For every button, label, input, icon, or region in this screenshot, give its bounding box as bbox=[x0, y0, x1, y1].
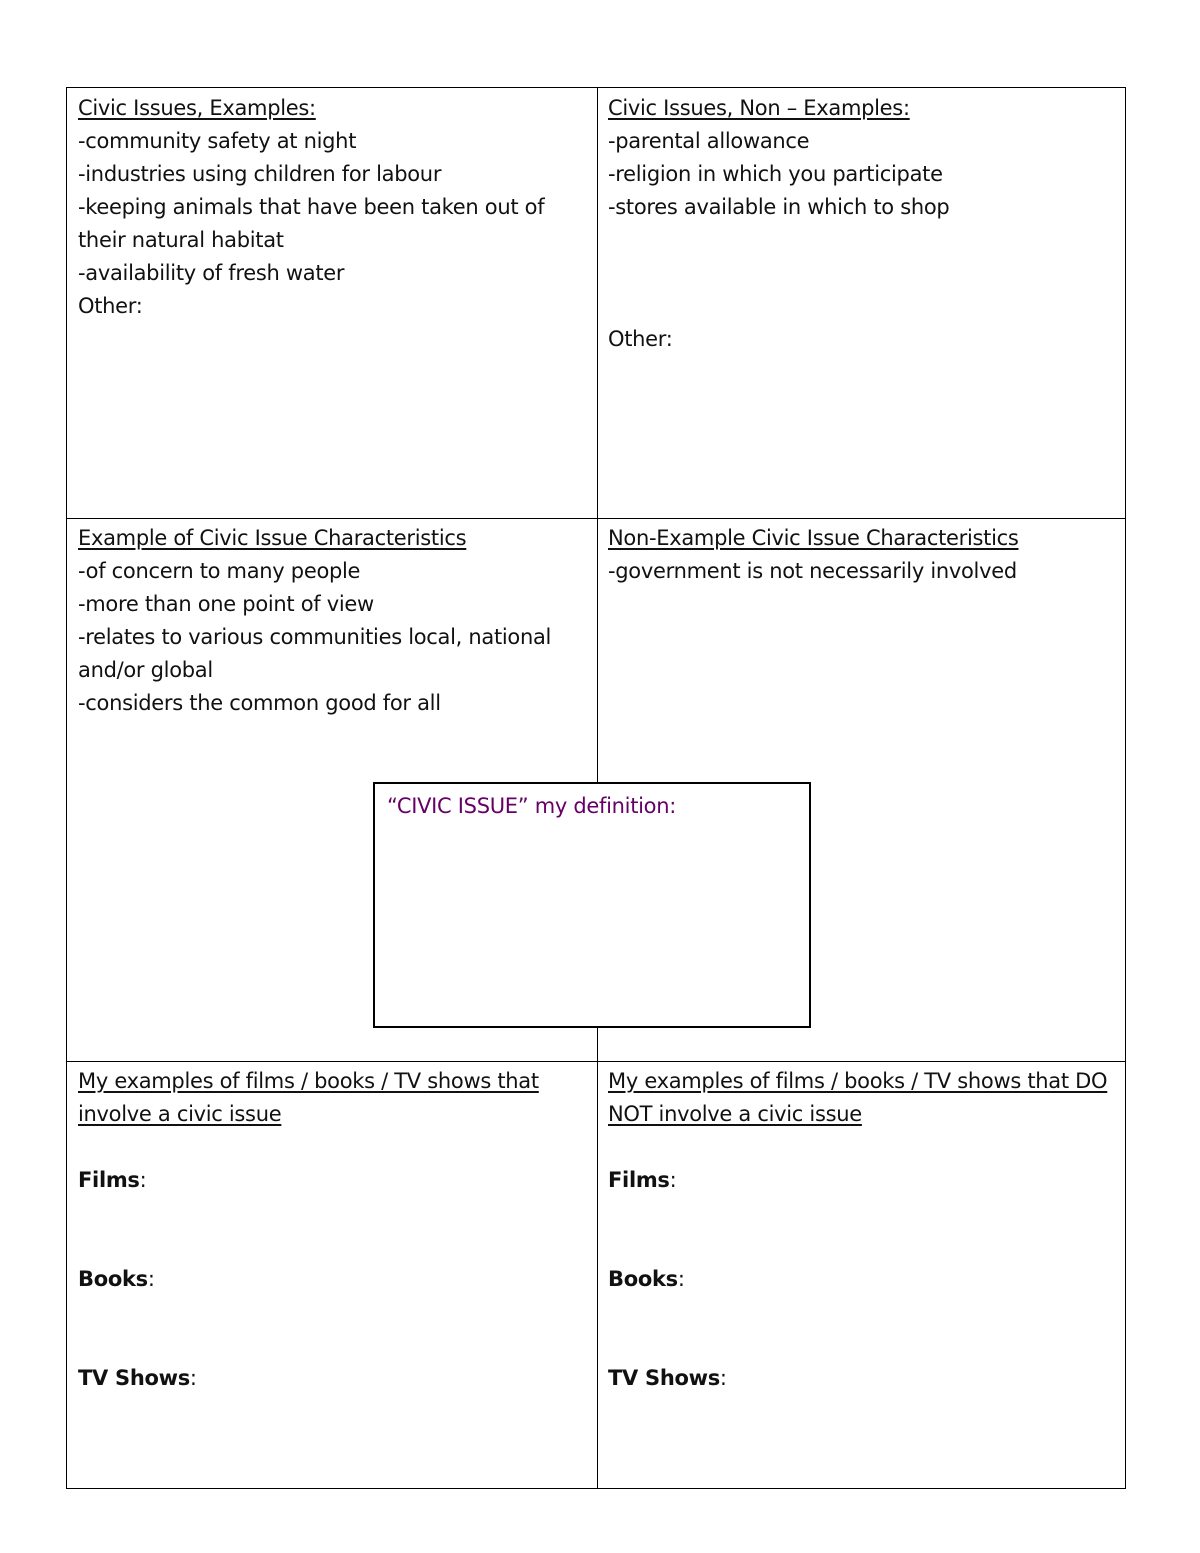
books-label: Books bbox=[608, 1267, 678, 1291]
civic-issue-non-examples-cell bbox=[597, 88, 1127, 356]
civic-issue-examples-heading: Civic Issues, Examples: bbox=[78, 96, 316, 120]
list-item: -stores available in which to shop bbox=[608, 195, 950, 219]
characteristics-heading: Example of Civic Issue Characteristics bbox=[78, 526, 467, 550]
books-field[interactable]: Books: bbox=[608, 1267, 685, 1291]
list-item: -parental allowance bbox=[608, 129, 810, 153]
films-field[interactable]: Films: bbox=[608, 1168, 677, 1192]
list-item: -religion in which you participate bbox=[608, 162, 943, 186]
list-item: -of concern to many people bbox=[78, 559, 361, 583]
list-item: -industries using children for labour bbox=[78, 162, 442, 186]
list-item: -more than one point of view bbox=[78, 592, 374, 616]
non-example-characteristics-cell bbox=[597, 518, 1127, 588]
list-item: -considers the common good for all bbox=[78, 691, 441, 715]
films-label: Films bbox=[78, 1168, 140, 1192]
tv-shows-label: TV Shows bbox=[78, 1366, 190, 1390]
tv-shows-field[interactable]: TV Shows: bbox=[78, 1366, 197, 1390]
other-label: Other: bbox=[78, 294, 143, 318]
media-non-examples-cell bbox=[597, 1061, 1127, 1395]
media-examples-cell bbox=[67, 1061, 597, 1395]
civic-issue-characteristics-cell bbox=[67, 518, 597, 720]
civic-issue-definition-box[interactable] bbox=[373, 782, 811, 1028]
other-label: Other: bbox=[608, 327, 673, 351]
list-item: -keeping animals that have been taken out of their natural habitat bbox=[78, 195, 545, 252]
list-item: -relates to various communities local, national and/or global bbox=[78, 625, 552, 682]
films-label: Films bbox=[608, 1168, 670, 1192]
books-field[interactable]: Books: bbox=[78, 1267, 155, 1291]
list-item: -community safety at night bbox=[78, 129, 357, 153]
list-item: -availability of fresh water bbox=[78, 261, 345, 285]
tv-shows-field[interactable]: TV Shows: bbox=[608, 1366, 727, 1390]
list-item: -government is not necessarily involved bbox=[608, 559, 1017, 583]
civic-issue-examples-cell bbox=[67, 88, 597, 323]
books-label: Books bbox=[78, 1267, 148, 1291]
non-example-characteristics-heading: Non-Example Civic Issue Characteristics bbox=[608, 526, 1019, 550]
civic-issue-non-examples-heading: Civic Issues, Non – Examples: bbox=[608, 96, 910, 120]
media-examples-heading: My examples of films / books / TV shows that involve a civic issue bbox=[78, 1069, 539, 1126]
definition-label: “CIVIC ISSUE” my definition: bbox=[387, 794, 677, 818]
films-field[interactable]: Films: bbox=[78, 1168, 147, 1192]
tv-shows-label: TV Shows bbox=[608, 1366, 720, 1390]
media-non-examples-heading: My examples of films / books / TV shows that DO NOT involve a civic issue bbox=[608, 1069, 1108, 1126]
